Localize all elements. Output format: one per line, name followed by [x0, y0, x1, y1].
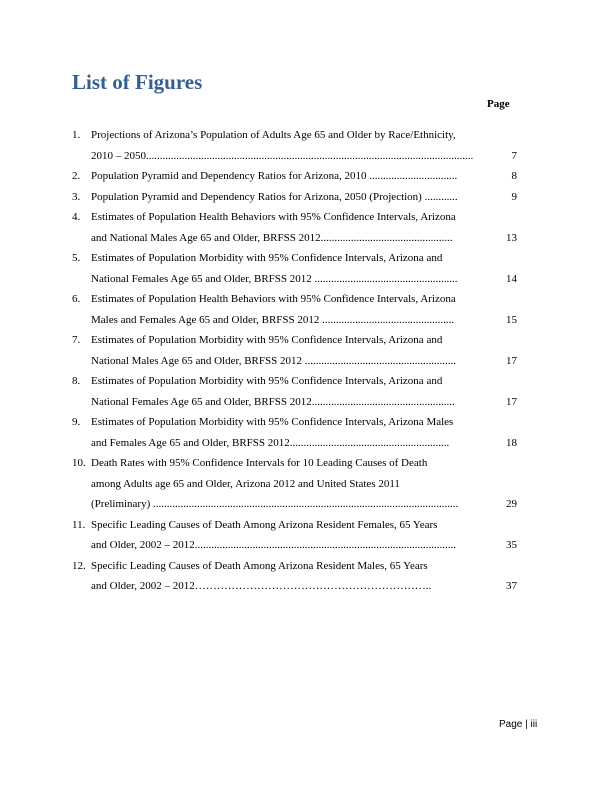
figure-number: 1.	[72, 129, 81, 141]
figure-title-line: and Older, 2002 – 2012...............................................................................................	[91, 539, 456, 551]
figure-number: 6.	[72, 293, 81, 305]
page-column-header: Page	[487, 98, 510, 110]
figure-page-number: 15	[506, 313, 517, 326]
figure-page-number: 35	[506, 539, 517, 551]
figure-page-number: 18	[506, 436, 517, 449]
figure-title-line: Specific Leading Causes of Death Among Arizona Resident Males, 65 Years	[91, 559, 428, 572]
figure-title-line: Estimates of Population Morbidity with 95% Confidence Intervals, Arizona and	[91, 375, 443, 387]
figure-page-number: 37	[506, 580, 517, 592]
figure-page-number: 9	[511, 190, 517, 203]
figure-title-line: (Preliminary) ...............................................................................................................	[91, 498, 459, 510]
figure-title-line: Estimates of Population Morbidity with 95% Confidence Intervals, Arizona and	[91, 252, 443, 264]
figure-page-number: 13	[506, 231, 517, 244]
figure-page-number: 7	[511, 149, 517, 162]
page-title: List of Figures	[72, 70, 203, 94]
figure-title-line: and Females Age 65 and Older, BRFSS 2012..........................................................	[91, 436, 450, 449]
figure-title-line: and Older, 2002 – 2012………………………………………………………..	[91, 580, 432, 592]
figure-title-line: Death Rates with 95% Confidence Intervals for 10 Leading Causes of Death	[91, 457, 428, 469]
figure-title-line: Males and Females Age 65 and Older, BRFSS 2012 ................................................	[91, 313, 455, 326]
figure-number: 3.	[72, 190, 81, 203]
figure-title-line: National Females Age 65 and Older, BRFSS 2012....................................................	[91, 395, 455, 408]
figure-page-number: 17	[506, 354, 517, 367]
figure-title-line: 2010 – 2050.......................................................................................................................	[91, 149, 474, 162]
figure-title-line: Estimates of Population Morbidity with 95% Confidence Intervals, Arizona and	[91, 334, 443, 346]
figure-title-line: National Males Age 65 and Older, BRFSS 2012 .......................................................	[91, 354, 456, 367]
figure-title-line: Projections of Arizona’s Population of Adults Age 65 and Older by Race/Ethnicity,	[91, 129, 456, 141]
figure-number: 5.	[72, 252, 81, 264]
figure-page-number: 29	[506, 498, 517, 510]
figure-number: 12.	[72, 559, 86, 572]
figure-page-number: 8	[511, 170, 517, 182]
figure-title-line: Population Pyramid and Dependency Ratios for Arizona, 2050 (Projection) ............	[91, 190, 458, 203]
figure-number: 10.	[72, 457, 86, 469]
figure-number: 7.	[72, 334, 81, 346]
figure-page-number: 14	[506, 272, 517, 285]
figure-title-line: and National Males Age 65 and Older, BRFSS 2012................................................	[91, 231, 453, 244]
figure-number: 4.	[72, 211, 81, 223]
figure-title-line: Estimates of Population Health Behaviors with 95% Confidence Intervals, Arizona	[91, 211, 456, 223]
figure-title-line: National Females Age 65 and Older, BRFSS 2012 ....................................................	[91, 272, 458, 285]
figure-number: 2.	[72, 170, 81, 182]
figure-number: 8.	[72, 375, 81, 387]
figure-title-line: Estimates of Population Health Behaviors with 95% Confidence Intervals, Arizona	[91, 293, 456, 305]
figure-title-line: Population Pyramid and Dependency Ratios for Arizona, 2010 ................................	[91, 170, 458, 182]
figure-page-number: 17	[506, 395, 517, 408]
figure-number: 11.	[72, 518, 86, 531]
figure-title-line: among Adults age 65 and Older, Arizona 2012 and United States 2011	[91, 477, 400, 490]
figure-title-line: Estimates of Population Morbidity with 95% Confidence Intervals, Arizona Males	[91, 416, 454, 428]
figure-number: 9.	[72, 416, 81, 428]
page-footer: Page | iii	[499, 719, 538, 730]
figure-title-line: Specific Leading Causes of Death Among Arizona Resident Females, 65 Years	[91, 518, 438, 531]
